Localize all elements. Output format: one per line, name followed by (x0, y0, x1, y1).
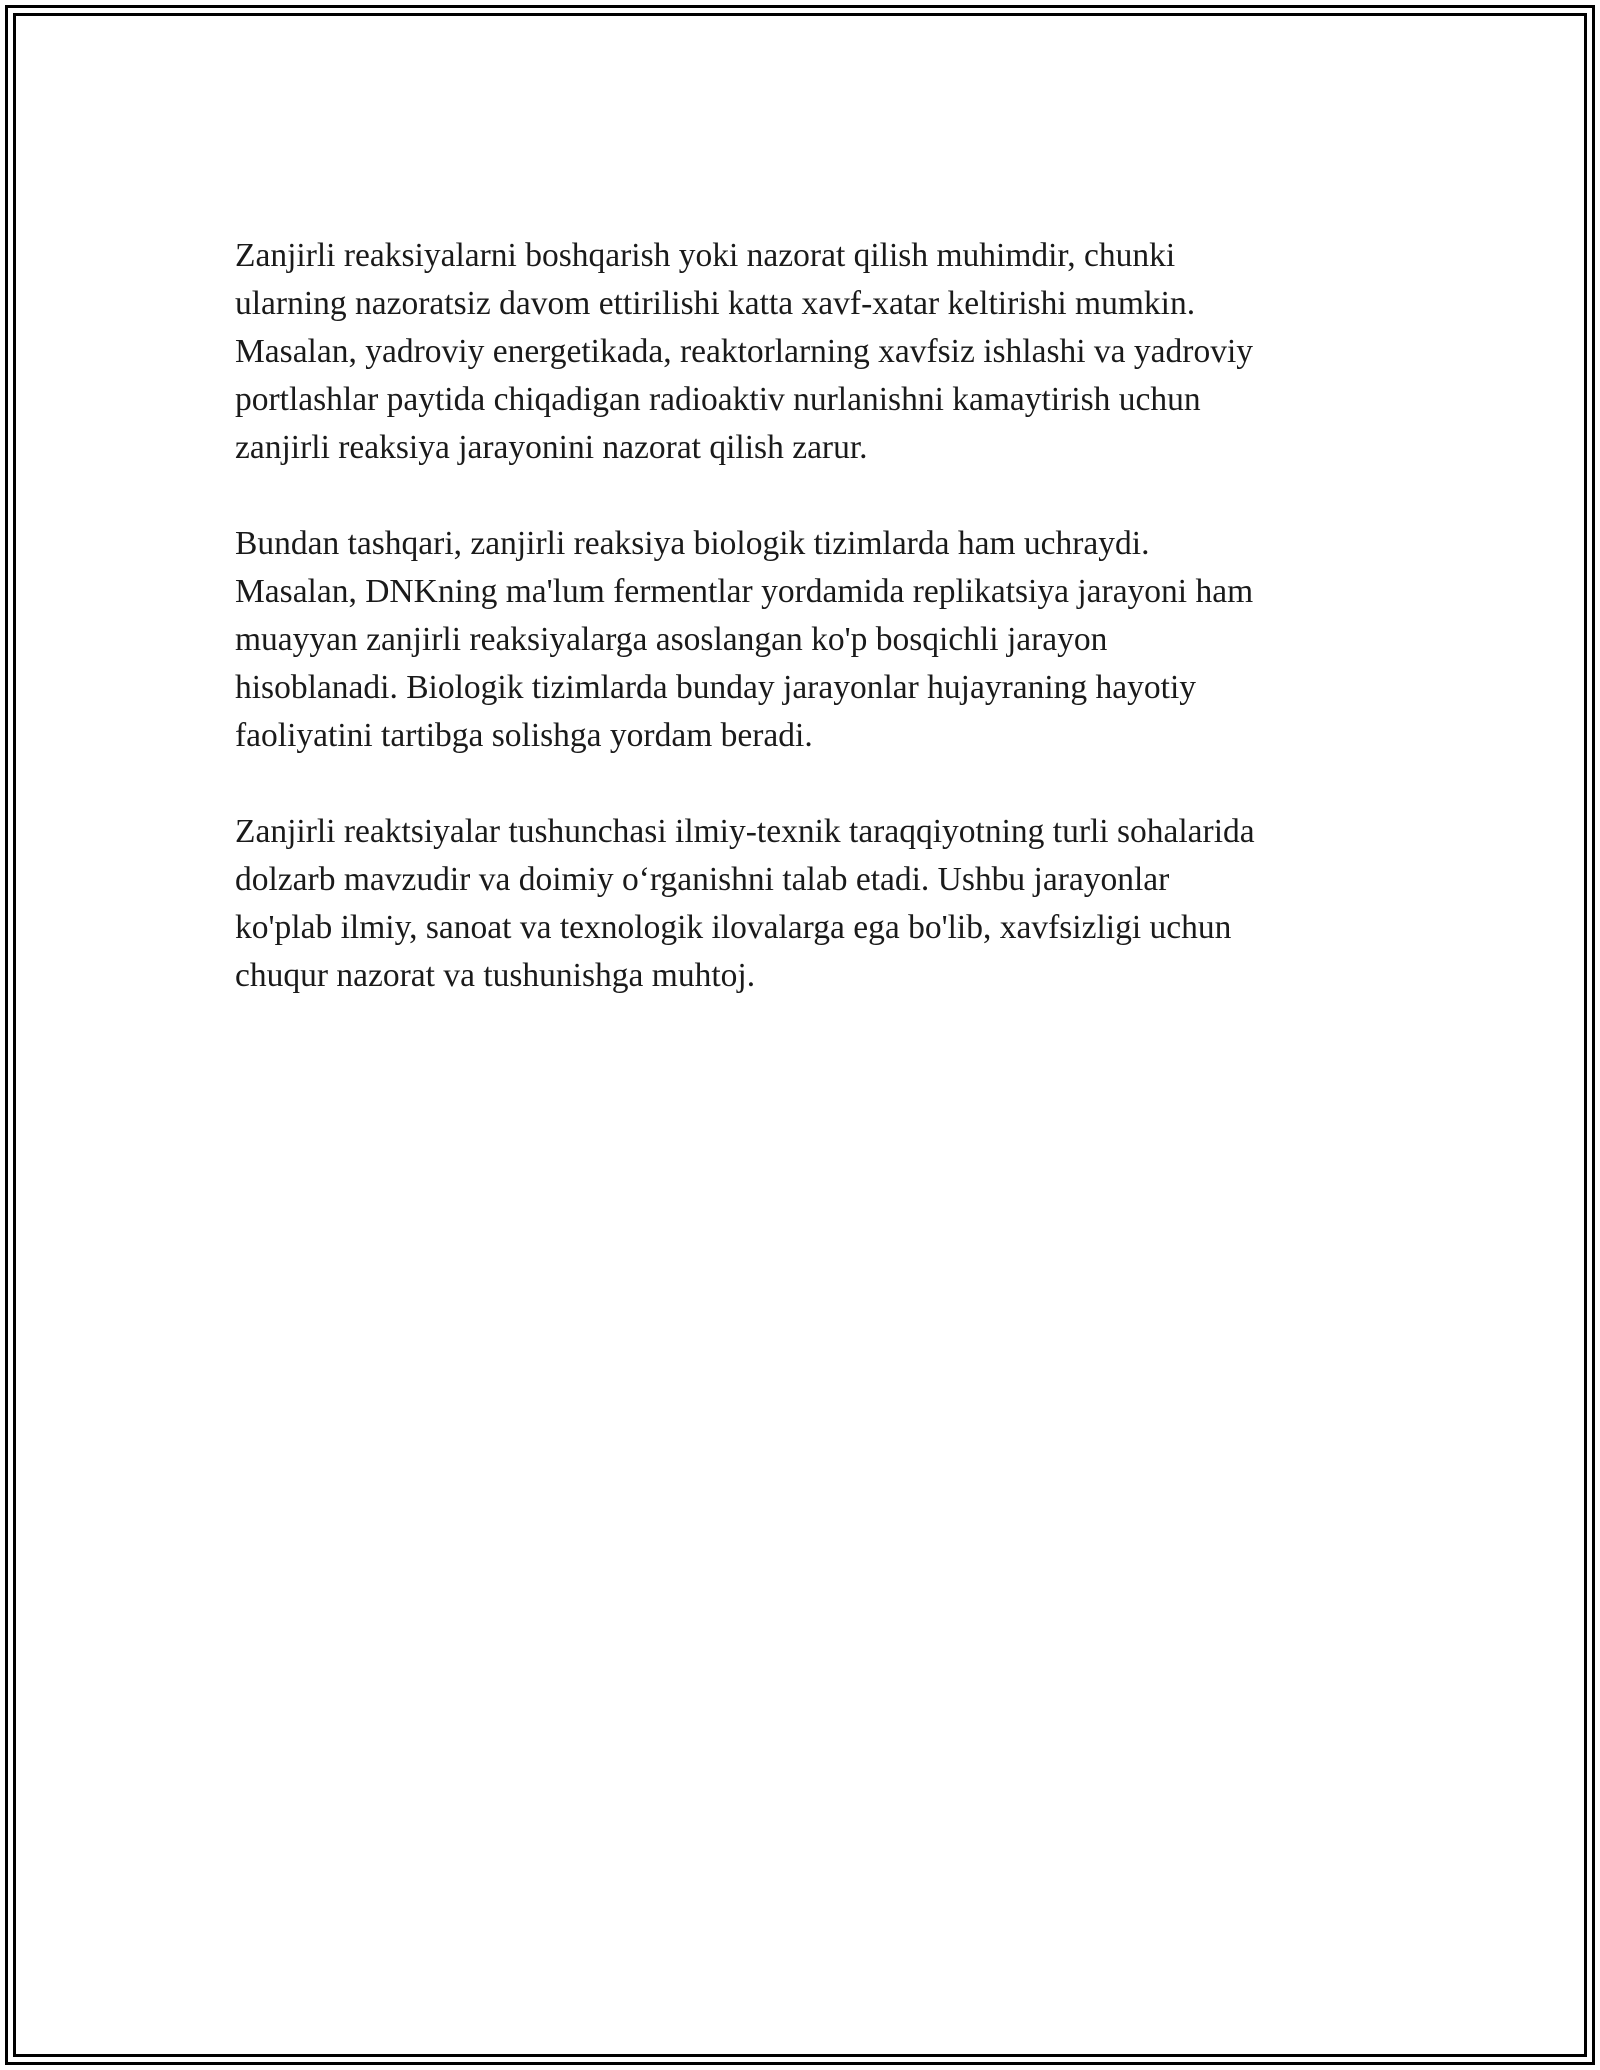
text-line: Bundan tashqari, zanjirli reaksiya biologik tizimlarda ham uchraydi. (235, 525, 1150, 562)
text-line: dolzarb mavzudir va doimiy o‘rganishni talab etadi. Ushbu jarayonlar (235, 861, 1170, 898)
text-line: Zanjirli reaktsiyalar tushunchasi ilmiy-texnik taraqqiyotning turli sohalarida (235, 813, 1255, 850)
text-line: muayyan zanjirli reaksiyalarga asoslangan ko'p bosqichli jarayon (235, 621, 1108, 658)
text-line: Zanjirli reaksiyalarni boshqarish yoki nazorat qilish muhimdir, chunki (235, 237, 1176, 274)
paragraph (235, 232, 1415, 472)
text-line: hisoblanadi. Biologik tizimlarda bunday jarayonlar hujayraning hayotiy (235, 669, 1197, 706)
text-line: zanjirli reaksiya jarayonini nazorat qilish zarur. (235, 429, 868, 466)
text-line: Masalan, yadroviy energetikada, reaktorlarning xavfsiz ishlashi va yadroviy (235, 333, 1254, 370)
text-line: faoliyatini tartibga solishga yordam beradi. (235, 717, 813, 754)
text-line: ko'plab ilmiy, sanoat va texnologik ilovalarga ega bo'lib, xavfsizligi uchun (235, 909, 1232, 946)
document-body (235, 232, 1415, 1048)
text-line: portlashlar paytida chiqadigan radioaktiv nurlanishni kamaytirish uchun (235, 381, 1201, 418)
text-line: Masalan, DNKning ma'lum fermentlar yordamida replikatsiya jarayoni ham (235, 573, 1254, 610)
paragraph (235, 520, 1415, 760)
paragraph (235, 808, 1415, 1000)
text-line: ularning nazoratsiz davom ettirilishi katta xavf-xatar keltirishi mumkin. (235, 285, 1196, 322)
text-line: chuqur nazorat va tushunishga muhtoj. (235, 957, 756, 994)
